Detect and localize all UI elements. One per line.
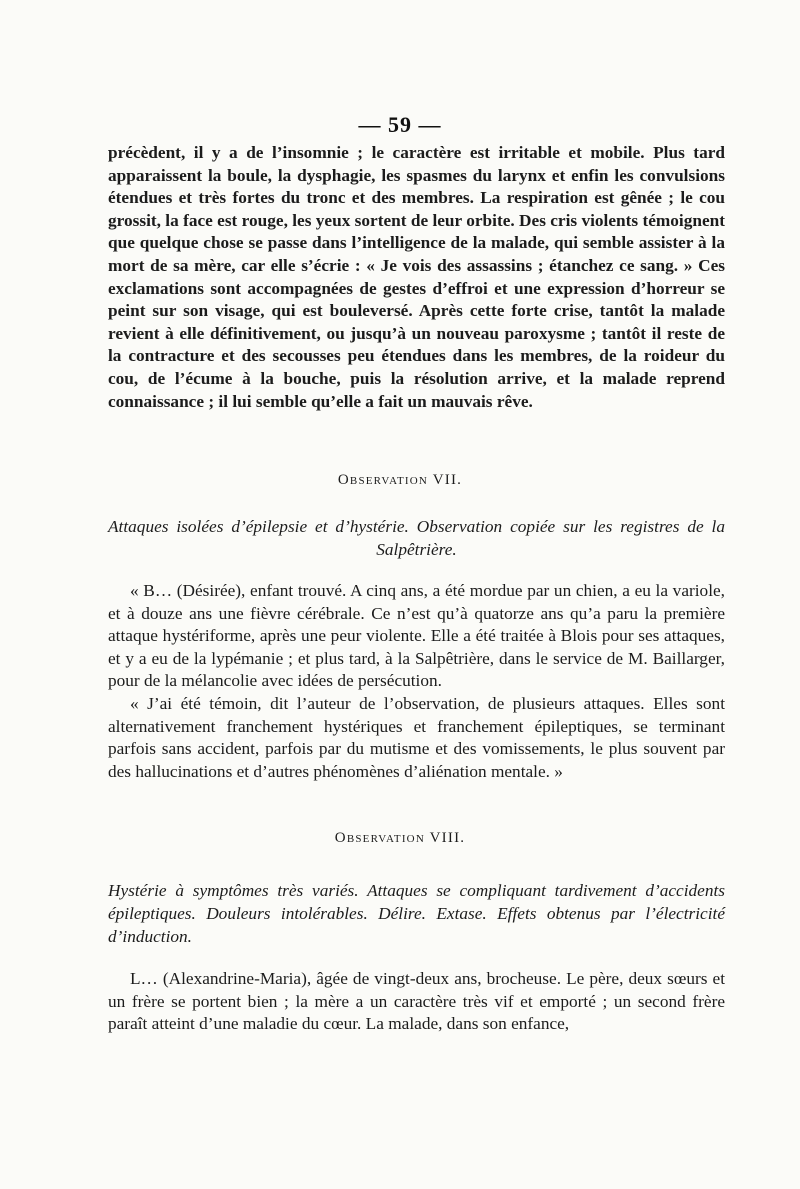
paragraph: « B… (Désirée), enfant trouvé. A cinq ans, a été mordue par un chien, a eu la variole, et à douze ans une fièvre cérébrale. Ce n’est qu’à quatorze ans qu’a paru la première attaque hystériforme, après une peur violente. Elle a été traitée à Blois pour ses attaques, et y a eu de la lypémanie ; et plus tard, à la Salpêtrière, dans le service de M. Baillarger, pour de la mélancolie avec idées de persécution. <box>108 581 725 691</box>
body-text-top <box>108 142 725 413</box>
observation-7-body <box>108 580 725 783</box>
paragraph: « J’ai été témoin, dit l’auteur de l’observation, de plusieurs attaques. Elles sont alternativement franchement hystériques et franchement épileptiques, se terminant parfois sans accident, parfois par du mutisme et des vomissements, le plus souvent par des hallucinations et d’autres phénomènes d’aliénation mentale. » <box>108 693 725 781</box>
page-number: — 59 — <box>358 112 442 137</box>
observation-7-heading: Observation VII. <box>337 472 463 488</box>
paragraph: précèdent, il y a de l’insomnie ; le caractère est irritable et mobile. Plus tard apparaissent la boule, la dysphagie, les spasmes du larynx et enfin les convulsions étendues et très fortes du tronc et des membres. La respiration est gênée ; le cou grossit, la face est rouge, les yeux sortent de leur orbite. Des cris violents témoignent que quelque chose se passe dans l’intelligence de la malade, qui semble assister à la mort de sa mère, car elle s’écrie : « Je vois des assassins ; étanchez ce sang. » Ces exclamations sont accompagnées de gestes d’effroi et une expression d’horreur se peint sur son visage, qui est bouleversé. Après cette forte crise, tantôt la malade revient à elle définitivement, ou jusqu’à un nouveau paroxysme ; tantôt il reste de la contracture et des secousses peu étendues dans les membres, de la roideur du cou, de l’écume à la bouche, puis la résolution arrive, et la malade reprend connaissance ; il lui semble qu’elle a fait un mauvais rêve. <box>108 143 725 411</box>
observation-8-body <box>108 968 725 1036</box>
paragraph: L… (Alexandrine-Maria), âgée de vingt-deux ans, brocheuse. Le père, deux sœurs et un frère se portent bien ; la mère a un caractère très vif et emporté ; un second frère paraît atteint d’une maladie du cœur. La malade, dans son enfance, <box>108 969 725 1034</box>
observation-8-subtitle: Hystérie à symptômes très variés. Attaques se compliquant tardivement d’accidents épileptiques. Douleurs intolérables. Délire. Extase. Effets obtenus par l’électricité d’induction. <box>108 881 725 946</box>
observation-8-heading: Observation VIII. <box>334 830 466 846</box>
observation-7-subtitle: Attaques isolées d’épilepsie et d’hystérie. Observation copiée sur les registres de la Salpêtrière. <box>108 517 725 559</box>
